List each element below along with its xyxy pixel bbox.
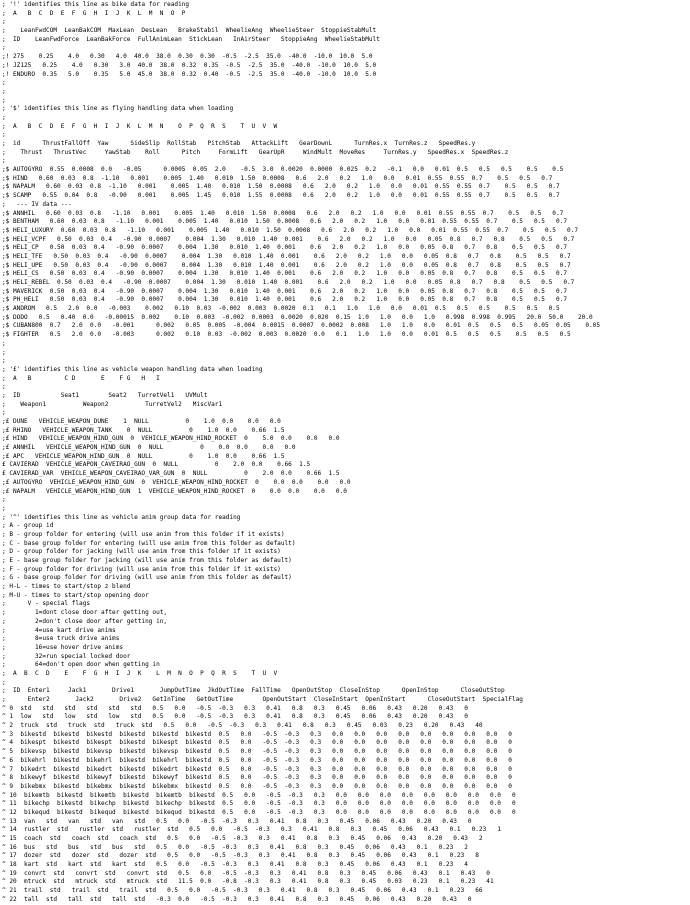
text-line: ; G - base group folder for driving (will use anim from this folder as default)	[2, 574, 292, 582]
text-line: ;$ BENTHAM 0.60 0.03 0.8 -1.10 0.001 0.005 1.40 0.010 1.50 0.0008 0.6 2.0 0.2 1.0 0.0 0.01 0.55 0.55 0.7 0.5 0.5 0.7	[2, 218, 567, 226]
text-line: ; LeanFwdCOM LeanBakCOM MaxLean DesLean BrakeStabil WheelieAng WheelieSteer StoppieStabMult	[2, 27, 377, 35]
text-line: ; ID Seat1 Seat2 TurretVel1 UVMult	[2, 391, 208, 399]
text-line: ;! ENDURO 0.35 5.0 0.35 5.0 45.0 38.0 0.32 0.40 -0.5 -2.5 35.0 -40.0 -10.0 10.0 5.0	[2, 70, 377, 78]
text-line: ;	[2, 79, 6, 87]
text-line: ^ 3 bikestd bikestd bikestd bikestd bikestd bikestd 0.5 0.0 -0.5 -0.3 0.3 0.0 0.0 0.0 0.0 0.0 0.0 0.0 0.0 0	[2, 730, 512, 738]
text-line: ;$ HIND 0.60 0.03 0.8 -1.10 0.001 0.005 1.40 0.010 1.50 0.0008 0.6 2.0 0.2 1.0 0.0 0.01 0.55 0.55 0.7 0.5 0.5 0.7	[2, 174, 553, 182]
text-line: ; '^' identifies this line as vehicle anim group data for reading	[2, 513, 241, 521]
text-line: ^ 22 tall std tall std tall std -0.3 0.0 -0.5 -0.3 0.3 0.41 0.8 0.3 0.45 0.06 0.43 0.20 0.43 0	[2, 895, 472, 903]
text-line: ^ 15 coach std coach std coach std 0.5 0.0 -0.5 -0.3 0.3 0.41 0.8 0.3 0.45 0.06 0.43 0.20 0.43 2	[2, 835, 483, 842]
text-line: ^ 7 bikedrt bikestd bikedrt bikestd bikedrt bikestd 0.5 0.0 -0.5 -0.3 0.3 0.0 0.0 0.0 0.0 0.0 0.0 0.0 0.0 0	[2, 765, 512, 773]
text-line: ;	[2, 357, 6, 365]
text-line: ^ 14 rustler std rustler std rustler std 0.5 0.0 -0.5 -0.3 0.3 0.41 0.8 0.3 0.45 0.06 0.43 0.1 0.23 1	[2, 826, 501, 834]
text-line: ;$ HELI_CP 0.50 0.03 0.4 -0.90 0.0007 0.004 1.30 0.010 1.40 0.001 0.6 2.0 0.2 1.0 0.0 0.05 0.8 0.7 0.8 0.5 0.5 0.7	[2, 244, 567, 252]
text-line: ;	[2, 87, 6, 95]
text-line: ; '$' identifies this line as flying handling data when loading	[2, 105, 234, 113]
text-line: ^ 10 bikemtb bikestd bikemtb bikestd bikemtb bikestd 0.5 0.0 -0.5 -0.3 0.3 0.0 0.0 0.0 0.0 0.0 0.0 0.0 0.0 0	[2, 791, 516, 799]
text-line: ;$ AUTOGYRO 0.55 0.0008 0.0 -0.05 0.0005 0.05 2.0 -0.5 3.0 0.0020 0.0000 0.025 0.2 -0.1 0.0 0.01 0.5 0.5 0.5 0.5 0.5	[2, 166, 564, 174]
text-line: ^ 12 bikequd bikestd bikequd bikestd bikequd bikestd 0.5 0.0 -0.5 -0.3 0.3 0.0 0.0 0.0 0.0 0.0 0.0 0.0 0.0 0	[2, 808, 516, 816]
text-line: ^ 17 dozer std dozer std dozer std 0.5 0.0 -0.5 -0.3 0.3 0.41 0.8 0.3 0.45 0.06 0.43 0.1 0.23 8	[2, 852, 479, 860]
text-line: ;£ ANNHIL VEHICLE_WEAPON_HIND_GUN 0 NULL 0 0.0 0.0 0.0 0.0	[2, 444, 296, 452]
text-line: ^ 11 bikechp bikestd bikechp bikestd bikechp bikestd 0.5 0.0 -0.5 -0.3 0.3 0.0 0.0 0.0 0.0 0.0 0.0 0.0 0.0 0	[2, 800, 516, 808]
text-line: ;£ APC VEHICLE_WEAPON_HIND_GUN 0 NULL 0 1.0 0.0 0.66 1.5	[2, 452, 285, 460]
text-line: ;£ RHINO VEHICLE_WEAPON_TANK 0 NULL 0 1.0 0.0 0.66 1.5	[2, 426, 285, 434]
text-line: ;$ ANDROM 0.5 2.0 0.0 -0.003 0.002 0.10 0.03 -0.002 0.003 0.0020 0.1 0.1 1.0 1.0 0.0 0.01 0.5 0.5 0.5 0.5 0.5 0.5	[2, 305, 560, 313]
text-line: ;$ HELI_REBEL 0.50 0.03 0.4 -0.90 0.0007 0.004 1.30 0.010 1.40 0.001 0.6 2.0 0.2 1.0 0.0 0.05 0.8 0.7 0.8 0.5 0.5 0.7	[2, 279, 575, 286]
text-line: ; Enter2 Jack2 Drive2 GetInTime GetOutTime OpenOutStart CloseInStart OpenInStart CloseOutStart SpecialFlag	[2, 696, 523, 703]
text-line: ;$ DODO 0.5 0.40 0.0 -0.00015 0.002 0.10 0.003 -0.002 0.0003 0.0020 0.020 0.15 1.0 1.0 0.0 1.0 0.998 0.998 0.995 20.0 50.0 20.0	[2, 313, 593, 321]
text-line: ;$ PH_HELI 0.50 0.03 0.4 -0.90 0.0007 0.004 1.30 0.010 1.40 0.001 0.6 2.0 0.2 1.0 0.0 0.05 0.8 0.7 0.8 0.5 0.5 0.7	[2, 296, 567, 304]
text-line: ; A B C D E F G H I	[2, 374, 160, 382]
text-line: ;£ HIND VEHICLE_WEAPON_HIND_GUN 0 VEHICLE_WEAPON_HIND_ROCKET 0 5.0 0.0 0.0 0.0	[2, 435, 340, 443]
text-line: ^ 21 trail std trail std trail std 0.5 0.0 -0.5 -0.3 0.3 0.41 0.8 0.3 0.45 0.06 0.43 0.1 0.23 66	[2, 887, 483, 895]
text-line: ;$ SCAMP 0.55 0.04 0.8 -0.90 0.001 0.005 1.45 0.010 1.55 0.0008 0.6 2.0 0.2 1.0 0.0 0.01 0.55 0.55 0.7 0.5 0.5 0.7	[2, 192, 560, 200]
text-line: ;$ HELI_LUXURY 0.60 0.03 0.8 -1.10 0.001 0.005 1.40 0.010 1.50 0.0008 0.6 2.0 0.2 1.0 0.0 0.01 0.55 0.55 0.7 0.5 0.5 0.7	[2, 226, 578, 234]
text-line: ^ 6 bikehrl bikestd bikehrl bikestd bikehrl bikestd 0.5 0.0 -0.5 -0.3 0.3 0.0 0.0 0.0 0.0 0.0 0.0 0.0 0.0 0	[2, 756, 512, 764]
text-line: ; A B C D E F G H I J K L M N O P	[2, 9, 186, 17]
text-line: ; D - group folder for jacking (will use anim from this folder if it exists)	[2, 548, 281, 556]
text-line: ; id ThrustFallOff Yaw SideSlip RollStab PitchStab AttackLift GearDownL TurnRes.x TurnRes.z SpeedRes.y	[2, 140, 476, 147]
text-line: ; 2=don't close door after getting in,	[2, 617, 168, 625]
text-line: ;	[2, 44, 6, 52]
text-line: ;	[2, 504, 6, 512]
text-line: ;$ MAVERICK 0.50 0.03 0.4 -0.90 0.0007 0.004 1.30 0.010 1.40 0.001 0.6 2.0 0.2 1.0 0.0 0.05 0.8 0.7 0.8 0.5 0.5 0.7	[2, 287, 567, 295]
text-line: ;£ NAPALM VEHICLE_WEAPON_HIND_GUN 1 VEHICLE_WEAPON_HIND_ROCKET 0 0.0 0.0 0.0 0.0	[2, 487, 347, 495]
text-line: ; C - base group folder for entering (will use anim from this folder as default)	[2, 539, 296, 547]
text-line: ^ 1 low std low std low std 0.5 0.0 -0.5 -0.3 0.3 0.41 0.8 0.3 0.45 0.06 0.43 0.20 0.43 0	[2, 713, 468, 721]
text-line: ;£ AUTOGYRO VEHICLE_WEAPON_HIND_GUN 0 VEHICLE_WEAPON_HIND_ROCKET 0 0.0 0.0 0.0 0.0	[2, 478, 351, 486]
text-line: ; A B C D E F G H I J K L M N O P Q R S T U V	[2, 669, 278, 677]
text-line: ;$ FIGHTER 0.5 2.0 0.0 -0.003 0.002 0.10 0.03 -0.002 0.003 0.0020 0.0 0.1 1.0 1.0 0.0 0.01 0.5 0.5 0.5 0.5 0.5 0.5	[2, 331, 571, 339]
text-line: ;$ HELI_CS 0.50 0.03 0.4 -0.90 0.0007 0.004 1.30 0.010 1.40 0.001 0.6 2.0 0.2 1.0 0.0 0.05 0.8 0.7 0.8 0.5 0.5 0.7	[2, 270, 567, 278]
text-line: ;	[2, 113, 6, 121]
text-line: ;	[2, 339, 6, 347]
text-line: ; '£' identifies this line as vehicle weapon handling data when loading	[2, 365, 263, 373]
text-line: ; 32=run special locked door	[2, 652, 131, 660]
text-line: ;	[2, 18, 6, 26]
text-line: ^ 13 van std van std van std 0.5 0.0 -0.5 -0.3 0.3 0.41 0.8 0.3 0.45 0.06 0.43 0.20 0.43 0	[2, 817, 472, 825]
text-line: ^ 5 bikevsp bikestd bikevsp bikestd bikevsp bikestd 0.5 0.0 -0.5 -0.3 0.3 0.0 0.0 0.0 0.0 0.0 0.0 0.0 0.0 0	[2, 748, 512, 756]
text-line: ^ 18 kart std kart std kart std 0.5 0.0 -0.5 -0.3 0.3 0.41 0.8 0.3 0.45 0.06 0.43 0.1 0.23 4	[2, 861, 468, 869]
text-line: ;	[2, 383, 6, 391]
text-line: ^ 0 std std std std std std 0.5 0.0 -0.5 -0.3 0.3 0.41 0.8 0.3 0.45 0.06 0.43 0.20 0.43 0	[2, 704, 468, 712]
text-line: ;! JZ125 0.25 4.0 0.30 3.0 40.0 38.0 0.32 0.35 -0.5 -2.5 35.0 -40.0 -10.0 10.0 5.0	[2, 61, 377, 69]
text-line: ^ 20 mtruck std mtruck std mtruck std 11.5 0.0 -0.8 -0.3 0.3 0.41 0.8 0.3 0.45 0.03 0.23 0.1 0.23 41	[2, 878, 494, 886]
text-line: ;$ CUBAN800 0.7 2.0 0.0 -0.001 0.002 0.05 0.005 -0.004 0.0015 0.0007 0.0002 0.008 1.0 1.0 0.0 0.01 0.5 0.5 0.5 0.05 0.05 0.05	[2, 322, 601, 330]
text-line: ; V - special flags	[2, 600, 91, 608]
text-line: ;	[2, 131, 6, 139]
text-line: ;	[2, 157, 6, 165]
text-line: ; E - base group folder for jacking (will use anim from this folder as default)	[2, 557, 292, 564]
text-line: ; --- IV data ---	[2, 200, 72, 208]
text-line: ;! 275 0.25 4.0 0.30 4.0 40.0 38.0 0.30 0.30 -0.5 -2.5 35.0 -40.0 -10.0 10.0 5.0	[2, 53, 373, 61]
text-line: ;	[2, 678, 6, 686]
text-line: ; 64=don't open door when getting in	[2, 661, 160, 669]
text-line: ;$ ANNHIL 0.60 0.03 0.8 -1.10 0.001 0.005 1.40 0.010 1.50 0.0008 0.6 2.0 0.2 1.0 0.0 0.01 0.55 0.55 0.7 0.5 0.5 0.7	[2, 209, 564, 217]
text-line: ; ID LeanFwdForce LeanBakForce FullAnimLean StickLean InAirSteer StoppieAng WheelieStabMult	[2, 35, 380, 43]
text-line: ; '!' identifies this line as bike data for reading	[2, 1, 190, 8]
text-line: ; H-L - times to start/stop z blend	[2, 583, 131, 591]
text-line: ; Weapon1 Weapon2 TurretVel2 MiscVar1	[2, 400, 223, 408]
text-line: ; ID Enter1 Jack1 Drive1 JumpOutTime JkdOutTime FallTime OpenOutStop CloseInStop OpenInStop CloseOutStop	[2, 687, 505, 695]
text-line: ; B - group folder for entering (will use anim from this folder if it exists)	[2, 530, 285, 538]
text-line: ; F - group folder for driving (will use anim from this folder if it exists)	[2, 565, 281, 573]
text-line: ; A B C D E F G H I J K L M N O P Q R S T U V W	[2, 122, 278, 130]
text-line: ;$ NAPALM 0.60 0.03 0.8 -1.10 0.001 0.005 1.40 0.010 1.50 0.0008 0.6 2.0 0.2 1.0 0.0 0.01 0.55 0.55 0.7 0.5 0.5 0.7	[2, 183, 560, 191]
text-line: ;$ HELI_VCPF 0.50 0.03 0.4 -0.90 0.0007 0.004 1.30 0.010 1.40 0.001 0.6 2.0 0.2 1.0 0.0 0.05 0.8 0.7 0.8 0.5 0.5 0.7	[2, 235, 575, 243]
text-line: ;$ HELI_TFE 0.50 0.03 0.4 -0.90 0.0007 0.004 1.30 0.010 1.40 0.001 0.6 2.0 0.2 1.0 0.0 0.05 0.8 0.7 0.8 0.5 0.5 0.7	[2, 252, 571, 260]
text-line: £ CAVIERAD VEHICLE_WEAPON_CAVEIRAO_GUN 0 NULL 0 2.0 0.0 0.66 1.5	[2, 461, 311, 469]
text-line: ;	[2, 496, 6, 504]
text-line: ^ 9 bikebmx bikestd bikebmx bikestd bikebmx bikestd 0.5 0.0 -0.5 -0.3 0.3 0.0 0.0 0.0 0.0 0.0 0.0 0.0 0.0 0	[2, 782, 512, 790]
text-line: ; 4=use kart drive anims	[2, 626, 116, 634]
text-line: ;	[2, 96, 6, 104]
text-line: ;	[2, 409, 6, 417]
text-line: ^ 8 bikewyf bikestd bikewyf bikestd bikewyf bikestd 0.5 0.0 -0.5 -0.3 0.3 0.0 0.0 0.0 0.0 0.0 0.0 0.0 0.0 0	[2, 774, 512, 782]
text-line: ^ 19 convrt std convrt std convrt std 0.5 0.0 -0.5 -0.3 0.3 0.41 0.8 0.3 0.45 0.06 0.43 0.1 0.43 0	[2, 869, 490, 877]
text-line: ; Thrust ThrustVec YawStab Roll Pitch FormLift GearUpR WindMult MoveRes TurnRes.y SpeedRes.x SpeedRes.z	[2, 148, 509, 156]
text-line: £ CAVIERAD_VAR VEHICLE_WEAPON_CAVEIRAO_VAR_GUN 0 NULL 0 2.0 0.0 0.66 1.5	[2, 470, 340, 478]
text-line: ^ 4 bikespt bikestd bikespt bikestd bikespt bikestd 0.5 0.0 -0.5 -0.3 0.3 0.0 0.0 0.0 0.0 0.0 0.0 0.0 0.0 0	[2, 739, 512, 747]
text-line: ; A - group id	[2, 522, 54, 530]
text-line: ;$ HELI_UPE 0.50 0.03 0.4 -0.90 0.0007 0.004 1.30 0.010 1.40 0.001 0.6 2.0 0.2 1.0 0.0 0.05 0.8 0.7 0.8 0.5 0.5 0.7	[2, 261, 571, 269]
text-line: ;£ DUNE VEHICLE_WEAPON_DUNE 1 NULL 0 1.0 0.0 0.0 0.0	[2, 418, 281, 425]
text-line: ^ 2 truck std truck std truck std 0.5 0.0 -0.5 -0.3 0.3 0.41 0.8 0.3 0.45 0.03 0.23 0.20 0.43 40	[2, 722, 483, 730]
text-line: ;	[2, 348, 6, 356]
text-line: ^ 16 bus std bus std bus std 0.5 0.0 -0.5 -0.3 0.3 0.41 0.8 0.3 0.45 0.06 0.43 0.1 0.23 2	[2, 843, 468, 851]
text-line: ; 8=use truck drive anims	[2, 635, 120, 643]
text-line: ; M-U - times to start/stop opening door	[2, 591, 149, 599]
text-line: ; 1=dont close door after getting out,	[2, 609, 168, 617]
text-line: ; 16=use hover drive anims	[2, 643, 124, 651]
